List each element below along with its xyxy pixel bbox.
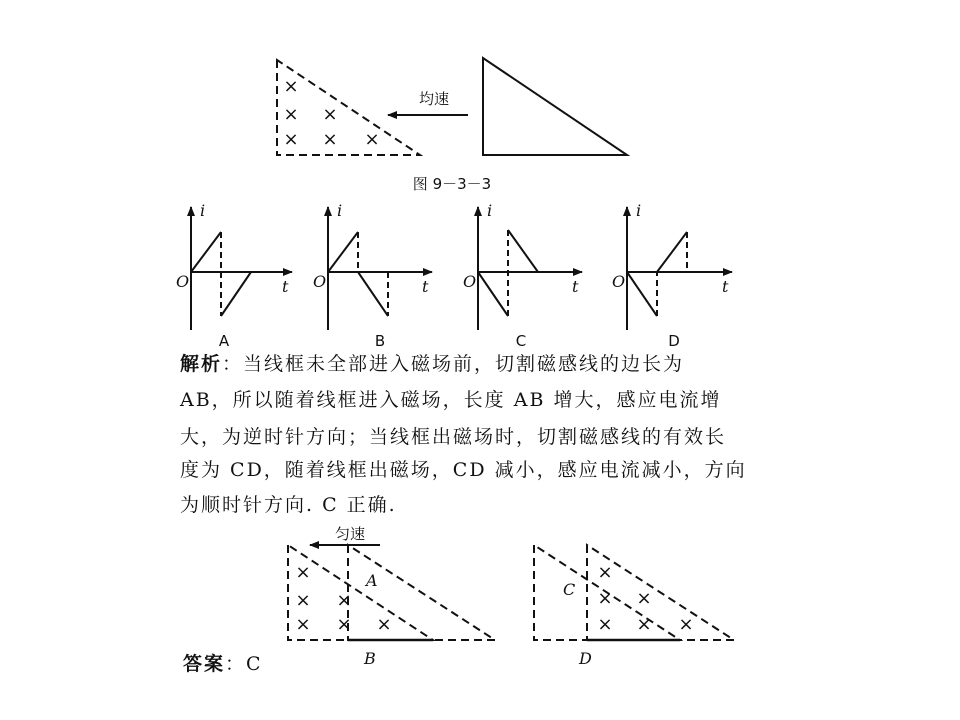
option-label: D: [668, 332, 680, 350]
triangle-coil: [483, 58, 627, 155]
field-cross: ×: [597, 588, 613, 609]
field-cross: ×: [322, 129, 338, 150]
solution-figure-exiting: [534, 545, 734, 668]
field-cross: ×: [283, 104, 299, 125]
t-axis-label: t: [722, 277, 729, 296]
field-crosses: [283, 76, 379, 150]
analysis-line-4: 度为 CD，随着线框出磁场，CD 减小，感应电流减小，方向: [180, 459, 747, 481]
field-cross: ×: [336, 590, 352, 611]
analysis-text: ：当线框未全部进入磁场前，切割磁感线的边长为: [222, 353, 685, 375]
top-figure: [277, 58, 627, 193]
answer: [183, 647, 303, 681]
velocity-label: 匀速: [334, 525, 366, 543]
t-axis-label: t: [422, 277, 429, 296]
field-cross: ×: [295, 614, 311, 635]
field-cross: ×: [364, 129, 380, 150]
graph-b: [313, 201, 432, 350]
graph-c: [463, 201, 582, 350]
point-c-label: C: [563, 580, 576, 599]
origin-label: O: [463, 272, 477, 291]
coil-outline: [348, 545, 495, 640]
graph-a: [176, 201, 292, 350]
answer-heading: 答案: [183, 653, 226, 675]
i-axis-label: i: [337, 201, 343, 220]
current-curve: [191, 232, 221, 272]
current-curve: [328, 232, 358, 272]
i-axis-label: i: [636, 201, 642, 220]
field-cross: ×: [376, 614, 392, 635]
field-cross: ×: [295, 590, 311, 611]
velocity-label: 均速: [418, 90, 450, 108]
analysis-line-1: [180, 347, 820, 381]
analysis-heading: 解析: [180, 353, 223, 375]
analysis-line-5: 为顺时针方向. C 正确.: [180, 494, 397, 516]
point-b-label: B: [364, 649, 376, 668]
option-label: B: [374, 332, 386, 350]
current-curve: [627, 272, 657, 316]
field-cross: ×: [322, 104, 338, 125]
field-cross: ×: [597, 614, 613, 635]
t-axis-label: t: [282, 277, 289, 296]
current-curve: [508, 230, 538, 272]
origin-label: O: [176, 272, 190, 291]
field-cross: ×: [283, 129, 299, 150]
solution-figure-entering: [288, 525, 495, 668]
graph-d: [612, 201, 732, 350]
current-curve: [478, 272, 508, 316]
i-axis-label: i: [200, 201, 206, 220]
analysis-line-2: AB，所以随着线框进入磁场，长度 AB 增大，感应电流增: [180, 389, 722, 411]
option-label: C: [515, 332, 527, 350]
field-cross: ×: [597, 562, 613, 583]
point-a-label: A: [366, 571, 378, 590]
t-axis-label: t: [572, 277, 579, 296]
field-cross: ×: [678, 614, 694, 635]
point-d-label: D: [579, 649, 592, 668]
option-graphs: [176, 201, 732, 350]
answer-value: ：C: [225, 653, 263, 675]
origin-label: O: [313, 272, 327, 291]
i-axis-label: i: [487, 201, 493, 220]
field-cross: ×: [283, 76, 299, 97]
current-curve: [358, 272, 388, 316]
analysis-line-3: 大，为逆时针方向；当线框出磁场时，切割磁感线的有效长: [180, 426, 727, 448]
field-cross: ×: [636, 588, 652, 609]
field-cross: ×: [295, 562, 311, 583]
current-curve: [221, 272, 251, 316]
origin-label: O: [612, 272, 626, 291]
field-cross: ×: [636, 614, 652, 635]
figure-caption: 图 9－3－3: [412, 175, 492, 193]
current-curve: [657, 232, 687, 272]
option-label: A: [218, 332, 230, 350]
field-cross: ×: [336, 614, 352, 635]
